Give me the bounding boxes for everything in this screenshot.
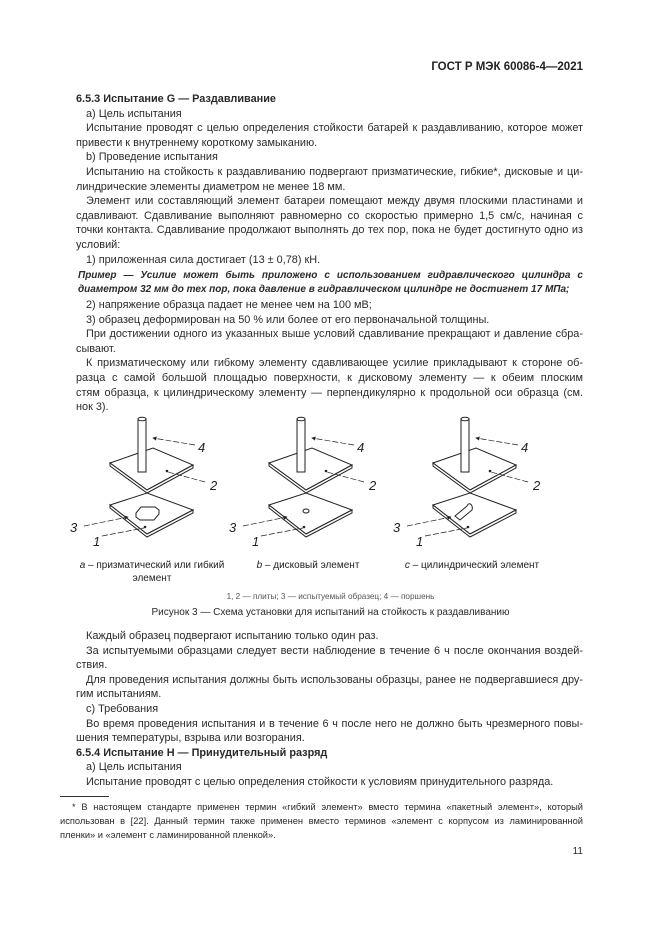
label-plate-top: 2 [533, 478, 541, 493]
label-sample: 3 [229, 520, 237, 535]
text-line: сдавливают. Сдавливание выполняют равномерно со скоростью примерно 1,5 см/с, начиная с [76, 209, 583, 222]
text-line: Испытание проводят с целью определения стойкости к условиям принудительного разряда. [86, 775, 554, 788]
text-line: * В настоящем стандарте применен термин «гибкий элемент» вместо термина «пакетный элемент», который [72, 802, 583, 812]
label-plate-top: 2 [369, 478, 377, 493]
label-plate-bottom: 1 [252, 534, 260, 549]
text-line: К призматическому или гибкому элементу сдавливающее усилие прикладывают к стороне об- [86, 357, 583, 370]
text-line: точки контакта. Сдавливание продолжают выполнять до тех пор, пока не будет достигнуто одно из [76, 224, 583, 237]
page-number: 11 [572, 846, 583, 857]
text-line: нок 3). [76, 401, 109, 414]
text-line: При достижении одного из указанных выше условий сдавливание прекращают и давление сбра- [86, 328, 583, 341]
footnote [60, 800, 583, 842]
text-line: a) Цель испытания [86, 107, 182, 120]
caption-a-line2: элемент [132, 573, 172, 584]
text-line: стям образца, к цилиндрическому элементу — перпендикулярно к продольной оси образца (см. [76, 386, 583, 399]
text-line: Для проведения испытания должны быть использованы образцы, ранее не подвергавшиеся дру- [86, 673, 583, 686]
figure-caption: Рисунок 3 — Схема установки для испытаний на стойкость к раздавливанию [151, 607, 510, 618]
text-line: 2) напряжение образца падает не менее чем на 100 мВ; [86, 299, 372, 311]
text-line: линдрические элементы диаметром не менее 18 мм. [76, 180, 346, 193]
text-line: c) Требования [86, 702, 159, 715]
document-header: ГОСТ Р МЭК 60086-4—2021 [431, 61, 583, 73]
footnote-divider [60, 796, 109, 797]
example-line: Пример — Усилие может быть приложено с использованием гидравлического цилиндра с [78, 270, 583, 281]
text-line: 1) приложенная сила достигает (13 ± 0,78) кН. [86, 253, 321, 266]
figure-legend: 1, 2 — плиты; 3 — испытуемый образец; 4 — поршень [226, 592, 435, 601]
text-line: условий: [76, 238, 121, 251]
disc-sample [303, 509, 309, 513]
text-line: разца с самой большой площадью поверхности, к дисковому элементу — к обеим плоским [76, 371, 583, 384]
text-line: привести к внутреннему короткому замыканию. [76, 136, 318, 149]
text-line: a) Цель испытания [86, 761, 182, 774]
text-line: гим испытаниям. [76, 688, 162, 701]
text-line: Элемент или составляющий элемент батареи помещают между двумя плоскими пластинами и [86, 195, 583, 208]
text-line: ствия. [76, 659, 108, 672]
label-plate-bottom: 1 [416, 534, 424, 549]
label-piston: 4 [357, 440, 365, 455]
section-heading: 6.5.3 Испытание G — Раздавливание [76, 93, 276, 105]
prismatic-sample [136, 507, 159, 520]
text-line: Испытание проводят с целью определения стойкости батарей к раздавливанию, которое может [86, 122, 583, 135]
text-line: использован в [22]. Данный термин также применен вместо терминов «элемент с корпусом из ламинированной [60, 816, 583, 826]
text-line: b) Проведение испытания [86, 151, 218, 164]
section-continuation [76, 629, 583, 790]
example-line: диаметром 32 мм до тех пор, пока давление в гидравлическом цилиндре не достигнет 17 МПа; [78, 284, 570, 295]
label-piston: 4 [198, 440, 206, 455]
figure-a [84, 417, 205, 537]
text-line: шения температуры, взрыва или возгорания. [76, 732, 305, 745]
label-piston: 4 [521, 440, 529, 455]
section-heading: 6.5.4 Испытание H — Принудительный разряд [76, 746, 328, 759]
label-plate-top: 2 [210, 478, 218, 493]
text-line: За испытуемыми образцами следует вести наблюдение в течение 6 ч после окончания воздей- [86, 644, 583, 657]
label-sample: 3 [70, 520, 78, 535]
text-line: 3) образец деформирован на 50 % или более от его первоначальной толщины. [86, 313, 490, 326]
caption-c: c – цилиндрический элемент [404, 560, 540, 571]
caption-a: a – призматический или гибкий [79, 560, 225, 571]
text-line: Каждый образец подвергают испытанию только один раз. [86, 630, 379, 642]
text-line: сывают. [76, 342, 116, 355]
text-line: Во время проведения испытания и в течение 6 ч после него не должно быть чрезмерного повы- [86, 717, 583, 730]
figure-b [243, 417, 364, 537]
caption-b: b – дисковый элемент [256, 560, 360, 571]
example-note [78, 269, 583, 297]
figure-c [407, 417, 528, 537]
section-6-5-3 [76, 92, 583, 267]
figure-3-diagram [60, 410, 600, 590]
label-sample: 3 [393, 520, 401, 535]
text-line: Испытанию на стойкость к раздавливанию подвергают призматические, гибкие*, дисковые и ци- [86, 165, 583, 178]
label-plate-bottom: 1 [93, 534, 101, 549]
text-line: пленки» и «элемент с ламинированной пленкой». [60, 830, 276, 840]
conditions-text [76, 298, 583, 415]
